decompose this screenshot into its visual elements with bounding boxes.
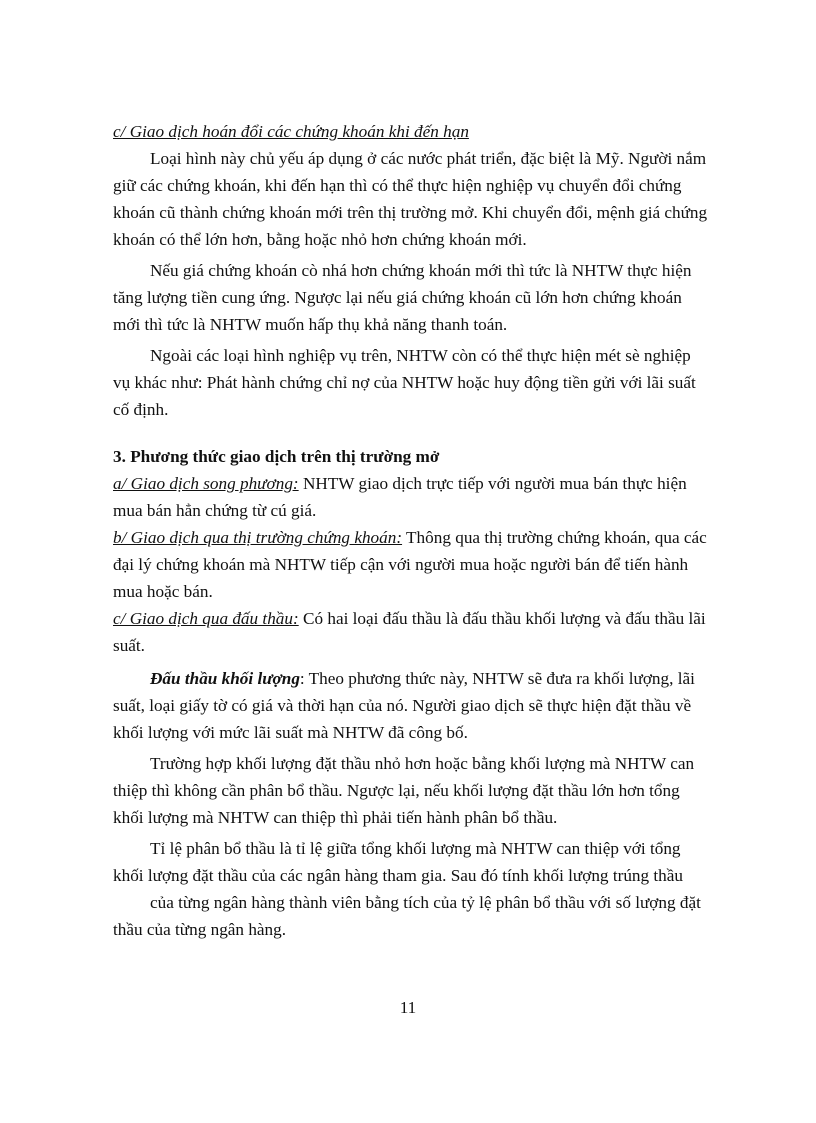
paragraph-line: mua bán hẳn chứng từ cú giá. xyxy=(113,501,317,520)
paragraph-allocation-ratio xyxy=(113,835,760,943)
paragraph-line: thiệp thì không cần phân bổ thầu. Ngược lại, nếu khối lượng đặt thầu lớn hơn tổng xyxy=(113,781,680,800)
paragraph-line: khoán có thể lớn hơn, bằng hoặc nhỏ hơn chứng khoán mới. xyxy=(113,230,527,249)
paragraph-line: Ngoài các loại hình nghiệp vụ trên, NHTW còn có thể thực hiện mét sè nghiệp xyxy=(150,346,691,365)
paragraph-text: Thông qua thị trường chứng khoán, qua các xyxy=(402,528,707,547)
paragraph-line: mới thì tức là NHTW muốn hấp thụ khả năng thanh toán. xyxy=(113,315,508,334)
paragraph-line xyxy=(113,605,760,632)
paragraph-text: : Theo phương thức này, NHTW sẽ đưa ra khối lượng, lãi xyxy=(299,669,695,688)
section-title: 3. Phương thức giao dịch trên thị trường mở xyxy=(113,447,440,466)
term-label: b/ Giao dịch qua thị trường chứng khoán: xyxy=(113,528,403,547)
paragraph-swap-intro xyxy=(113,145,760,253)
paragraph-auction xyxy=(113,605,760,659)
paragraph-line: suất, loại giấy tờ có giá và thời hạn của nó. Người giao dịch sẽ thực hiện đặt thầu về xyxy=(113,696,692,715)
paragraph-line: khối lượng mà NHTW can thiệp thì phải tiến hành phân bổ thầu. xyxy=(113,808,558,827)
term-label: a/ Giao dịch song phương: xyxy=(113,474,299,493)
paragraph-line: Loại hình này chủ yếu áp dụng ở các nước phát triển, đặc biệt là Mỹ. Người nắm xyxy=(150,149,707,168)
paragraph-price-comparison xyxy=(113,257,760,338)
paragraph-allocation-case xyxy=(113,750,760,831)
paragraph-line: tăng lượng tiền cung ứng. Ngược lại nếu giá chứng khoán cũ lớn hơn chứng khoán xyxy=(113,288,682,307)
paragraph-line: suất. xyxy=(113,636,145,655)
paragraph-line: Nếu giá chứng khoán cò nhá hơn chứng khoán mới thì tức là NHTW thực hiện xyxy=(150,261,692,280)
paragraph-line: đại lý chứng khoán mà NHTW tiếp cận với người mua hoặc người bán để tiến hành xyxy=(113,555,689,574)
paragraph-line: Trường hợp khối lượng đặt thầu nhỏ hơn hoặc bằng khối lượng mà NHTW can xyxy=(150,754,695,773)
paragraph-line xyxy=(113,470,760,497)
paragraph-volume-auction xyxy=(113,665,760,746)
term-label: Đấu thầu khối lượng xyxy=(150,669,300,688)
paragraph-line: vụ khác như: Phát hành chứng chỉ nợ của NHTW hoặc huy động tiền gửi với lãi suất xyxy=(113,373,696,392)
paragraph-line xyxy=(113,524,760,551)
paragraph-text: NHTW giao dịch trực tiếp với người mua bán thực hiện xyxy=(298,474,687,493)
paragraph-line: thầu của từng ngân hàng. xyxy=(113,920,287,939)
term-label: c/ Giao dịch qua đấu thầu: xyxy=(113,609,299,628)
paragraph-text: Có hai loại đấu thầu là đấu thầu khối lượng và đấu thầu lãi xyxy=(298,609,706,628)
paragraph-line: của từng ngân hàng thành viên bằng tích của tỷ lệ phân bổ thầu với số lượng đặt xyxy=(150,893,701,912)
paragraph-line: khối lượng đặt thầu của các ngân hàng tham gia. Sau đó tính khối lượng trúng thầu xyxy=(113,866,683,885)
paragraph-line xyxy=(113,665,760,692)
page-number: 11 xyxy=(399,998,417,1017)
paragraph-bilateral xyxy=(113,470,760,524)
subsection-heading-c: c/ Giao dịch hoán đổi các chứng khoán khi đến hạn xyxy=(113,122,469,141)
paragraph-line: mua hoặc bán. xyxy=(113,582,213,601)
paragraph-line: cố định. xyxy=(113,400,169,419)
paragraph-line: khoán cũ thành chứng khoán mới trên thị trường mở. Khi chuyển đổi, mệnh giá chứng xyxy=(113,203,708,222)
paragraph-stock-market xyxy=(113,524,760,605)
paragraph-other-operations xyxy=(113,342,760,423)
paragraph-line: Tỉ lệ phân bổ thầu là tỉ lệ giữa tổng khối lượng mà NHTW can thiệp với tổng xyxy=(150,839,681,858)
paragraph-line: giữ các chứng khoán, khi đến hạn thì có thể thực hiện nghiệp vụ chuyển đổi chứng xyxy=(113,176,682,195)
document-body xyxy=(113,118,760,943)
paragraph-line: khối lượng với mức lãi suất mà NHTW đã công bố. xyxy=(113,723,468,742)
